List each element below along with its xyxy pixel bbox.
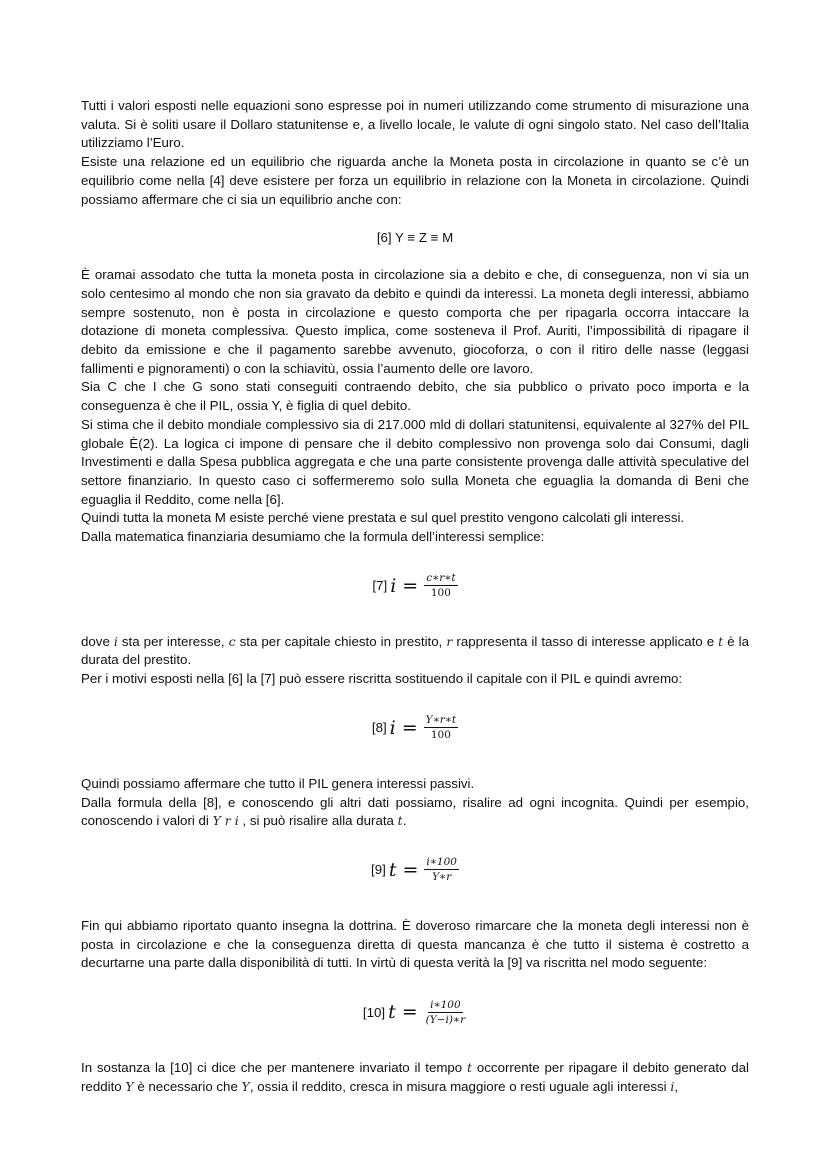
equation-9-equals: = <box>402 858 419 881</box>
equation-10-lhs: t <box>388 1001 396 1024</box>
equation-9-tag: [9] <box>371 862 386 878</box>
equation-7-tag: [7] <box>372 578 388 594</box>
equation-9-fraction <box>424 855 459 884</box>
paragraph-in-sostanza <box>81 1059 749 1096</box>
math-var-y: Y <box>241 1078 250 1094</box>
text-run: sta per capitale chiesto in prestito, <box>235 633 447 649</box>
equation-10-equals: = <box>401 1001 418 1024</box>
paragraph-formula-intro: Dalla matematica finanziaria desumiamo che la formula dell’interessi semplice: <box>81 529 545 545</box>
equation-7-fraction <box>424 571 457 600</box>
paragraph-moneta-prestata: Quindi tutta la moneta M esiste perché viene prestata e sul quel prestito vengono calcolati gli interessi. <box>81 510 685 526</box>
text-run: occorrente per ripagare il debito generato dal reddito <box>81 1060 750 1094</box>
equation-10-fraction <box>424 998 467 1027</box>
math-var-y: Y <box>125 1078 134 1094</box>
text-run: In sostanza la [10] ci dice che per mantenere invariato il tempo <box>81 1060 468 1076</box>
text-run: , si può risalire alla durata <box>238 813 398 829</box>
equation-10-denominator: (Y−i)∗r <box>425 1013 466 1026</box>
equation-7-denominator: 100 <box>430 587 451 600</box>
paragraph-equilibrio: Esiste una relazione ed un equilibrio che riguarda anche la Moneta posta in circolazione in quanto se c’è un equilibrio come nella [4] deve esistere per forza un equilibrio in relazione con la Moneta in circolazione. Quindi possiamo affermare che ci sia un equilibrio anche con: <box>81 154 749 207</box>
text-run: è necessario che <box>133 1078 242 1094</box>
math-var-i: i <box>113 633 118 649</box>
paragraph-moneta-debito: È oramai assodato che tutta la moneta posta in circolazione sia a debito e che, di conseguenza, non vi sia un solo centesimo al mondo che non sia gravato da debito e quindi da interessi. La moneta degli interessi, abbiamo sempre sostenuto, non è posta in circolazione e questo comporta che per ripagarla occorra intaccare la dotazione di moneta complessiva. Questo implica, come sosteneva il Prof. Auriti, l’impossibilità di ripagare il debito da emissione e che il pagamento sarebbe avvenuto, giocoforza, o con il ritiro delle nasse (leggasi fallimenti e pignoramenti) o con la schiavitù, ossia l’aumento delle ore lavoro. <box>81 267 749 376</box>
paragraph-dottrina: Fin qui abbiamo riportato quanto insegna la dottrina. È doveroso rimarcare che la moneta degli interessi non è posta in circolazione e che la conseguenza diretta di questa mancanza è che tutto il sistema è costretto a decurtarne una parte dalla disponibilità di tutti. In virtù di questa verità la [9] va riscritta nel modo seguente: <box>81 917 749 971</box>
equation-8-tag: [8] <box>371 720 387 736</box>
equation-8-numerator: Y∗r∗t <box>425 714 457 727</box>
text-run: è la durata del prestito. <box>81 633 750 668</box>
paragraph-interessi-passivi: Quindi possiamo affermare che tutto il PIL genera interessi passivi. <box>81 775 475 791</box>
equation-9-denominator: Y∗r <box>432 871 452 884</box>
text-run: Dalla formula della [8], e conoscendo gli altri dati possiamo, risalire ad ogni incognita. Quindi per esempio, conoscendo i valori di <box>81 794 749 829</box>
equation-7-lhs: i <box>390 574 397 597</box>
math-var-t: t <box>467 1060 473 1076</box>
text-run: sta per interesse, <box>117 633 229 649</box>
paragraph-debito-mondiale: Si stima che il debito mondiale complessivo sia di 217.000 mld di dollari statunitensi, equivalente al 327% del PIL globale È(2). La logica ci impone di pensare che il debito complessivo non provenga solo dai Consumi, dagli Investimenti e dalla Spesa pubblica aggregata e che una parte consistente provenga dalle attività speculative del settore finanziario. In questo caso ci soffermeremo solo sulla Moneta che eguaglia la domanda di Beni che eguaglia il Reddito, come nella [6]. <box>81 416 749 507</box>
text-run: , ossia il reddito, cresca in misura maggiore o resti uguale agli interessi <box>249 1078 671 1094</box>
equation-6 <box>81 228 749 246</box>
equation-8-denominator: 100 <box>430 729 451 742</box>
math-var-c: c <box>228 633 236 649</box>
document-page <box>81 97 749 1097</box>
text-run: dove <box>81 633 114 649</box>
equation-8-fraction <box>424 713 458 742</box>
equation-9 <box>81 847 749 893</box>
math-var-i: i <box>670 1078 675 1094</box>
equation-6-text: [6] Y ≡ Z ≡ M <box>376 229 454 245</box>
equation-10-tag: [10] <box>362 1004 386 1020</box>
equation-10-numerator: i∗100 <box>430 998 461 1011</box>
paragraph-incognita <box>81 794 749 831</box>
math-vars-yri: Y r i <box>212 813 239 829</box>
equation-7 <box>81 563 749 609</box>
equation-9-lhs: t <box>388 858 397 881</box>
math-var-t: t <box>718 633 724 649</box>
paragraph-valuta: Tutti i valori esposti nelle equazioni sono espresse poi in numeri utilizzando come strumento di misurazione una valuta. Si è soliti usare il Dollaro statunitense e, a livello locale, le valute di ogni singolo stato. Nel caso dell’Italia utilizziamo l’Euro. <box>81 98 749 151</box>
text-run: . <box>402 813 407 829</box>
math-var-r: r <box>446 633 453 649</box>
paragraph-dove <box>81 633 749 670</box>
equation-10 <box>81 989 749 1035</box>
equation-7-equals: = <box>402 574 419 597</box>
equation-8 <box>81 705 749 751</box>
paragraph-riscrittura: Per i motivi esposti nella [6] la [7] può essere riscritta sostituendo il capitale con il PIL e quindi avremo: <box>81 671 683 687</box>
equation-8-lhs: i <box>389 716 396 739</box>
paragraph-cig-debito: Sia C che I che G sono stati conseguiti contraendo debito, che sia pubblico o privato poco importa e la conseguenza è che il PIL, ossia Y, è figlia di quel debito. <box>81 379 749 414</box>
text-run: , <box>674 1078 679 1094</box>
equation-8-equals: = <box>401 716 418 739</box>
equation-7-numerator: c∗r∗t <box>426 572 456 585</box>
math-var-t: t <box>397 813 403 829</box>
text-run: rappresenta il tasso di interesse applicato e <box>452 633 719 649</box>
equation-9-numerator: i∗100 <box>426 856 457 869</box>
